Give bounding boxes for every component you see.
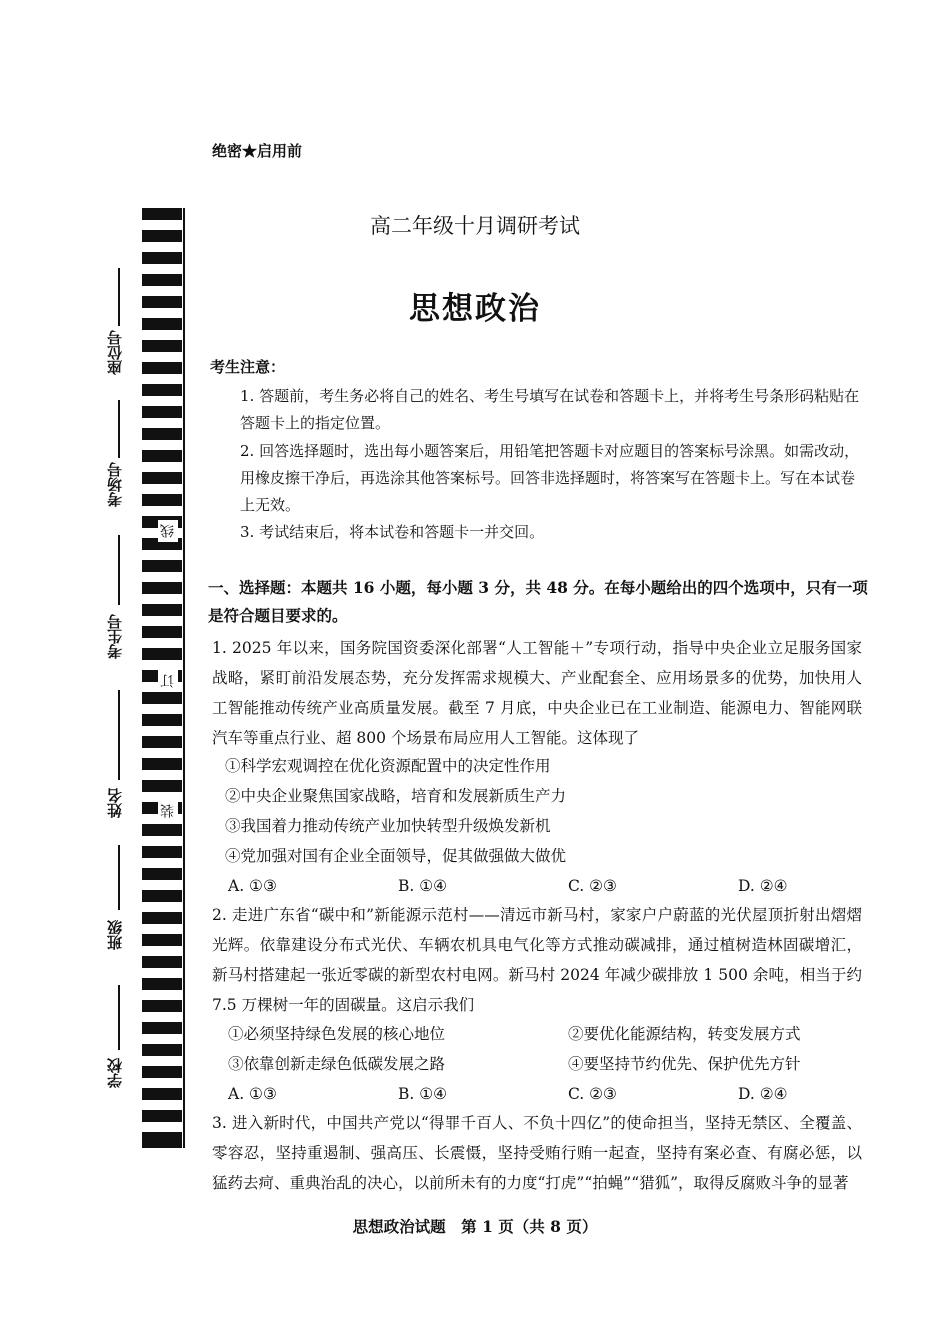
name-line[interactable] bbox=[118, 690, 120, 780]
section-heading: 一、选择题：本题共 16 小题，每小题 3 分，共 48 分。在每小题给出的四个选项中，只有一项是符合题目要求的。 bbox=[208, 578, 868, 625]
room-label: 考场号 bbox=[106, 462, 124, 507]
exam-no-label: 考生号 bbox=[106, 614, 124, 659]
line-char: 线 bbox=[158, 520, 178, 542]
school-label: 学校 bbox=[106, 1058, 124, 1088]
question-1-stem: 1. 2025 年以来，国务院国资委深化部署“人工智能＋”专项行动，指导中央企业立足服务国家战略，紧盯前沿发展态势，充分发挥需求规模大、产业配套全、应用场景多的优势，加快用人工智能推动传统产业高质量发展。截至 7 月底，中央企业已在工业制造、能源电力、智能网联汽车等重点行业、超 800 个场景布局应用人工智能。这体现了 bbox=[212, 639, 862, 747]
question-3-stem: 3. 进入新时代，中国共产党以“得罪千百人、不负十四亿”的使命担当，坚持无禁区、全覆盖、零容忍，坚持重遏制、强高压、长震慑，坚持受贿行贿一起查，坚持有案必查、有腐必惩，以猛药去疴、重典治乱的决心，以前所未有的力度“打虎”“拍蝇”“猎狐”，取得反腐败斗争的显著 bbox=[212, 1114, 862, 1192]
name-label: 姓名 bbox=[106, 788, 124, 818]
page-footer: 思想政治试题 第 1 页（共 8 页） bbox=[352, 1217, 598, 1236]
fold-char: 装 bbox=[158, 800, 178, 822]
q2-option-d[interactable]: D. ②④ bbox=[738, 1085, 788, 1103]
q1-option-b[interactable]: B. ①④ bbox=[398, 877, 448, 895]
binding-line bbox=[183, 208, 189, 1148]
q1-item-4: ④党加强对国有企业全面领导，促其做强做大做优 bbox=[225, 847, 567, 865]
notice-item-3: 3. 考试结束后，将本试卷和答题卡一并交回。 bbox=[240, 523, 545, 541]
notice-item-1: 1. 答题前，考生务必将自己的姓名、考生号填写在试卷和答题卡上，并将考生号条形码粘贴在答题卡上的指定位置。 bbox=[240, 387, 860, 432]
q1-option-a[interactable]: A. ①③ bbox=[228, 877, 277, 895]
q1-option-d[interactable]: D. ②④ bbox=[738, 877, 788, 895]
q2-item-1: ①必须坚持绿色发展的核心地位 bbox=[228, 1025, 446, 1043]
school-line[interactable] bbox=[118, 985, 120, 1050]
q1-option-c[interactable]: C. ②③ bbox=[568, 877, 617, 895]
class-line[interactable] bbox=[118, 845, 120, 910]
subject-title: 思想政治 bbox=[409, 291, 541, 327]
q2-option-c[interactable]: C. ②③ bbox=[568, 1085, 617, 1103]
confidential-mark: 绝密★启用前 bbox=[212, 142, 303, 160]
notice-title: 考生注意： bbox=[210, 358, 286, 376]
q1-item-3: ③我国着力推动传统产业加快转型升级焕发新机 bbox=[225, 817, 551, 835]
exam-title: 高二年级十月调研考试 bbox=[370, 214, 580, 238]
q2-option-b[interactable]: B. ①④ bbox=[398, 1085, 448, 1103]
class-label: 班级 bbox=[106, 920, 124, 950]
notice-item-2: 2. 回答选择题时，选出每小题答案后，用铅笔把答题卡对应题目的答案标号涂黑。如需改动，用橡皮擦干净后，再选涂其他答案标号。回答非选择题时，将答案写在答题卡上。写在本试卷上无效。 bbox=[240, 442, 860, 514]
room-line[interactable] bbox=[118, 400, 120, 458]
exam-no-line[interactable] bbox=[118, 535, 120, 605]
q1-item-2: ②中央企业聚焦国家战略，培育和发展新质生产力 bbox=[225, 787, 567, 805]
question-2-stem: 2. 走进广东省“碳中和”新能源示范村——清远市新马村，家家户户蔚蓝的光伏屋顶折射出熠熠光辉。依靠建设分布式光伏、车辆农机具电气化等方式推动碳减排，通过植树造林固碳增汇，新马村搭建起一张近零碳的新型农村电网。新马村 2024 年减少碳排放 1 500 余吨，相当于约 7.5 万棵树一年的固碳量。这启示我们 bbox=[212, 906, 862, 1014]
q2-item-4: ④要坚持节约优先、保护优先方针 bbox=[568, 1055, 801, 1073]
q2-item-2: ②要优化能源结构，转变发展方式 bbox=[568, 1025, 801, 1043]
bind-char: 订 bbox=[158, 670, 178, 692]
q2-option-a[interactable]: A. ①③ bbox=[228, 1085, 277, 1103]
seat-label: 座位号 bbox=[106, 330, 124, 375]
q1-item-1: ①科学宏观调控在优化资源配置中的决定性作用 bbox=[225, 757, 551, 775]
q2-item-3: ③依靠创新走绿色低碳发展之路 bbox=[228, 1055, 446, 1073]
